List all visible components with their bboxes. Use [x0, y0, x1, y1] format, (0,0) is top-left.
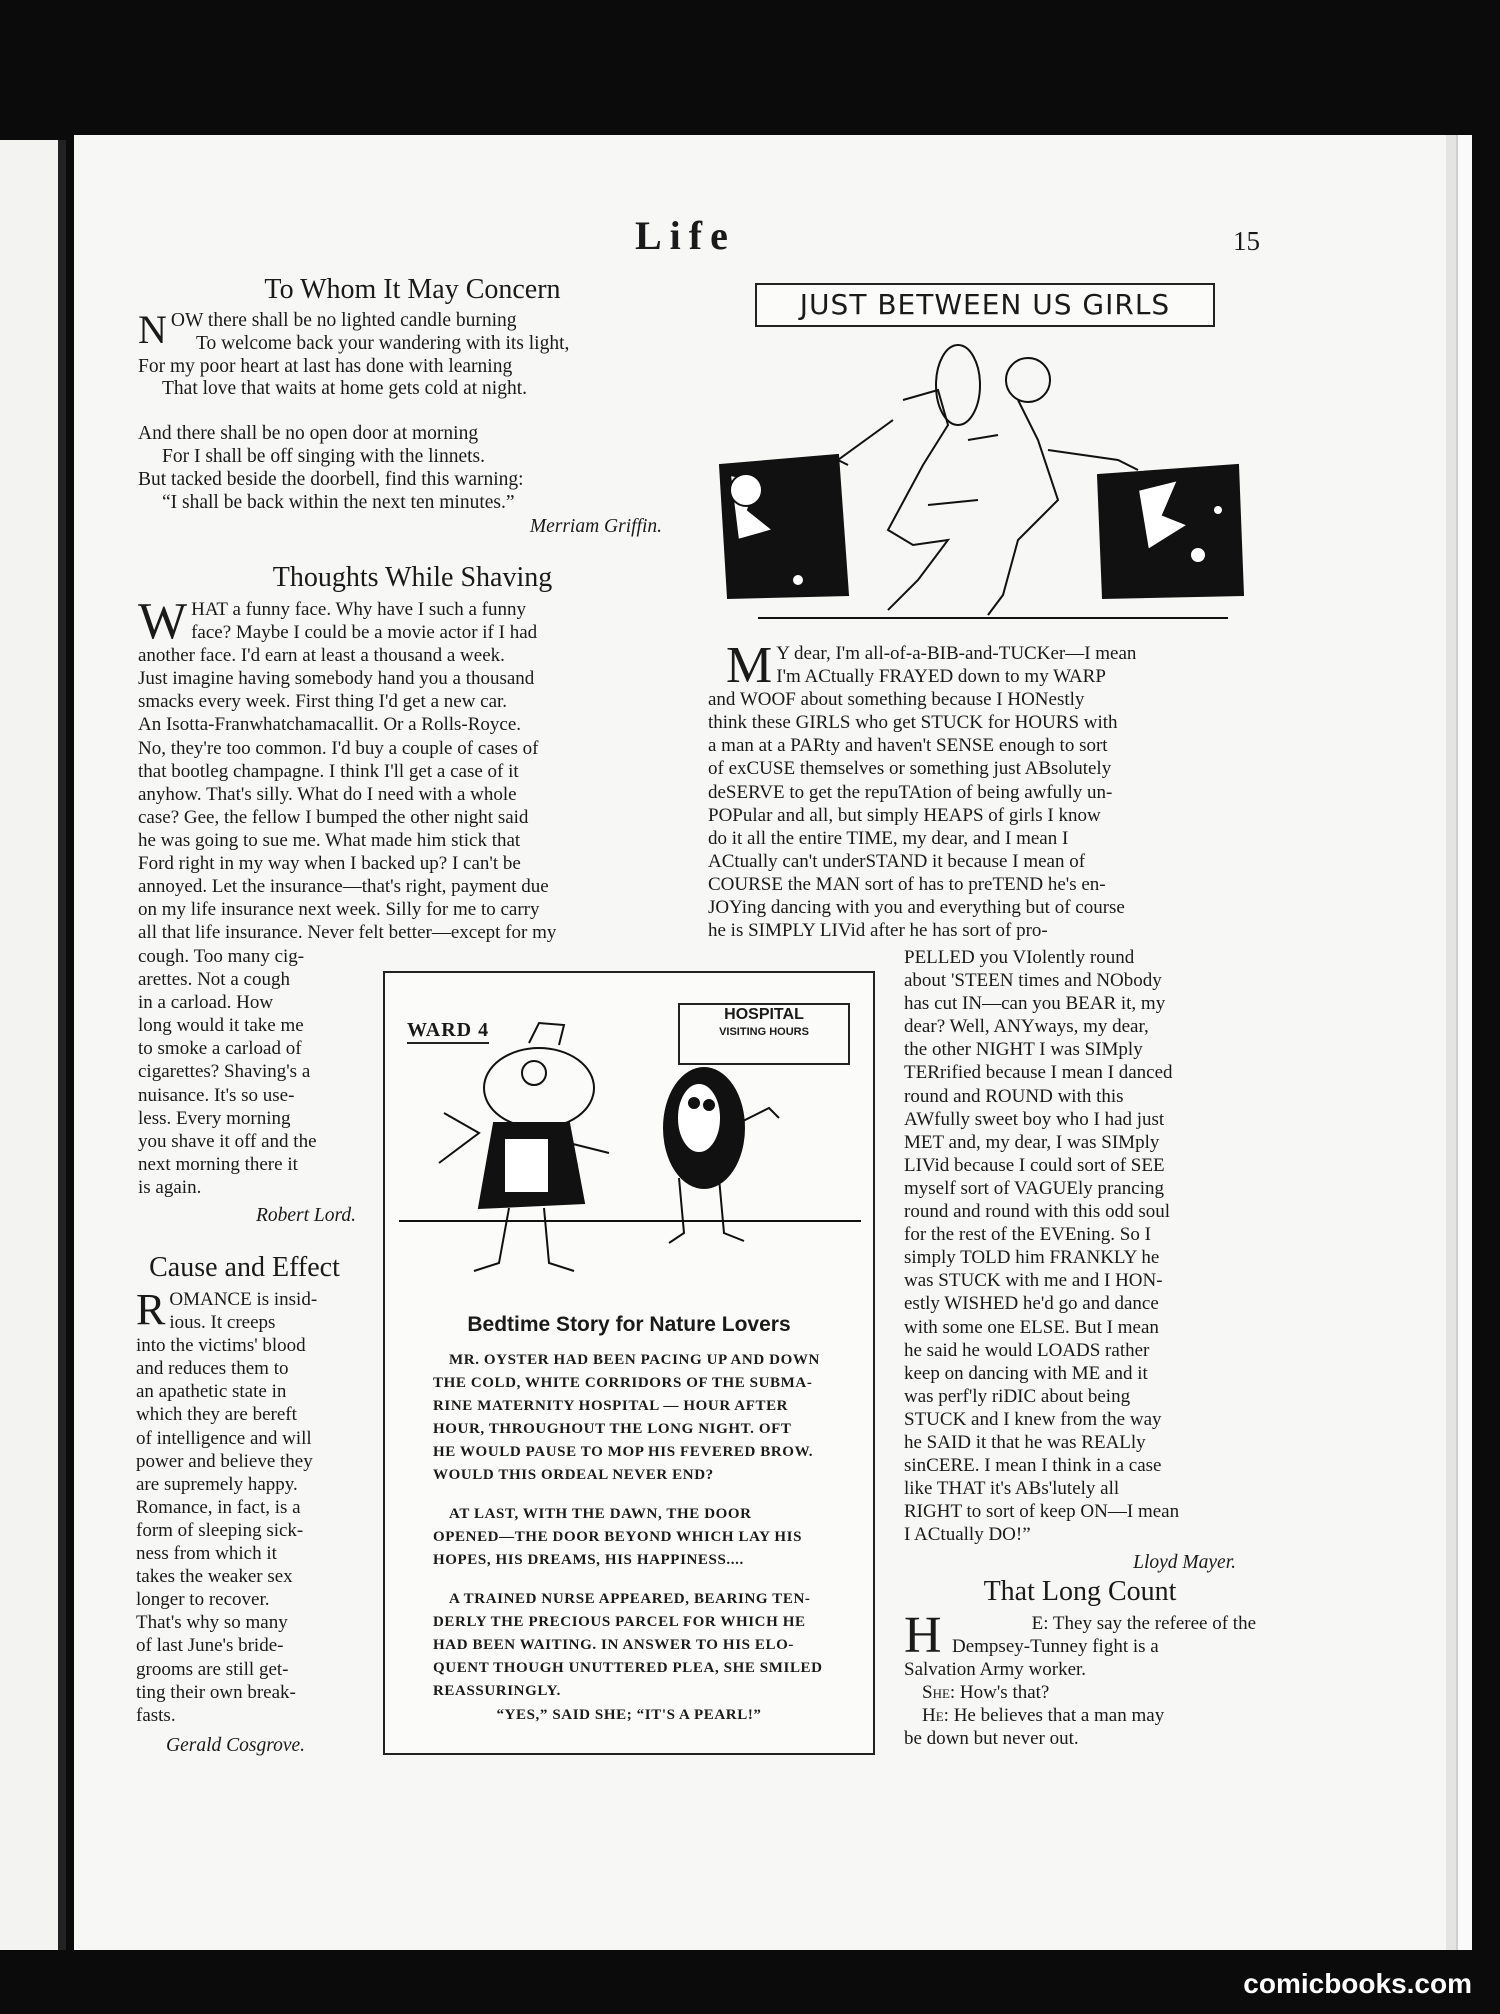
page-stack-edge [1446, 135, 1456, 1950]
text-line: MET and, my dear, I was SIMply [904, 1131, 1160, 1153]
girls-body-narrow [904, 946, 1256, 1574]
text-line: less. Every morning [138, 1107, 291, 1129]
text-line: form of sleeping sick- [136, 1519, 304, 1541]
text-line: keep on dancing with ME and it [904, 1362, 1148, 1384]
caption-line: REASSURINGLY. [433, 1683, 561, 1699]
text-line: estly WISHED he'd go and dance [904, 1293, 1159, 1315]
byline: Robert Lord. [255, 1205, 356, 1227]
text-line: Just imagine having somebody hand you a thousand [138, 668, 535, 690]
poem-line: That love that waits at home gets cold at night. [162, 378, 527, 400]
text-line: takes the weaker sex [136, 1566, 293, 1588]
text-line: annoyed. Let the insurance—that's right, payment due [138, 876, 549, 898]
poem-title: To Whom It May Concern [264, 274, 561, 305]
facing-page-edge [0, 140, 66, 1950]
ward-sign: WARD 4 [407, 1019, 489, 1044]
text-line: face? Maybe I could be a movie actor if I had [191, 622, 538, 644]
text-line: Y dear, I'm all-of-a-BIB-and-TUCKer—I mean [776, 643, 1137, 664]
caption-paragraph [433, 1349, 831, 1487]
text-line: An Isotta-Franwhatchamacallit. Or a Rolls-Royce. [138, 714, 522, 736]
caption-line: HAD BEEN WAITING. IN ANSWER TO HIS ELO- [433, 1637, 794, 1653]
text-line: Salvation Army worker. [904, 1659, 1087, 1681]
poem-line: For my poor heart at last has done with learning [138, 355, 513, 377]
text-line: Romance, in fact, is a [136, 1496, 301, 1518]
caption-line: HE WOULD PAUSE TO MOP HIS FEVERED BROW. [433, 1444, 814, 1460]
text-line: a man at a PARty and haven't SENSE enough to sort [708, 735, 1108, 757]
watermark: comicbooks.com [1243, 1968, 1472, 1999]
shaving-body [138, 593, 682, 944]
text-line: has cut IN—can you BEAR it, my [904, 993, 1166, 1015]
text-line: that bootleg champagne. I think I'll get a case of it [138, 760, 519, 782]
caption-paragraph [433, 1588, 831, 1703]
text-line: and WOOF about something because I HONestly [708, 689, 1085, 711]
text-line: he is SIMPLY LIVid after he has sort of pro- [708, 920, 1048, 942]
gutter [58, 140, 66, 1950]
girls-illustration [718, 340, 1258, 640]
text-line: E: They say the referee of the [1031, 1613, 1256, 1634]
dropcap: H [904, 1607, 942, 1664]
text-line: think these GIRLS who get STUCK for HOURS with [708, 712, 1118, 734]
text-line: power and believe they [136, 1450, 313, 1472]
bedtime-story-box [383, 971, 875, 1755]
article-title: That Long Count [983, 1576, 1177, 1607]
text-line: fasts. [136, 1704, 176, 1726]
hospital-sign-line2: VISITING HOURS [719, 1026, 809, 1038]
text-line: an apathetic state in [136, 1381, 287, 1403]
text-line: was STUCK with me and I HON- [904, 1270, 1163, 1292]
text-line: TERrified because I mean I danced [904, 1062, 1173, 1084]
text-line: myself sort of VAGUEly prancing [904, 1177, 1164, 1199]
text-line: he said he would LOADS rather [904, 1339, 1150, 1361]
text-line: simply TOLD him FRANKLY he [904, 1247, 1160, 1269]
caption-line: OPENED—THE DOOR BEYOND WHICH LAY HIS [433, 1529, 803, 1545]
caption-line: WOULD THIS ORDEAL NEVER END? [433, 1467, 714, 1483]
text-line: No, they're too common. I'd buy a couple of cases of [138, 737, 539, 759]
caption-line: HOPES, HIS DREAMS, HIS HAPPINESS.... [433, 1552, 744, 1568]
poem-line: And there shall be no open door at morning [138, 423, 479, 445]
text-line: long would it take me [138, 1015, 304, 1037]
count-body [904, 1607, 1256, 1751]
text-line: are supremely happy. [136, 1473, 298, 1495]
text-line: and reduces them to [136, 1358, 289, 1380]
text-line: OMANCE is insid- [169, 1289, 318, 1310]
text-line: cigarettes? Shaving's a [138, 1061, 311, 1083]
poem-body [138, 307, 678, 514]
text-line: longer to recover. [136, 1589, 270, 1611]
text-line: STUCK and I knew from the way [904, 1408, 1162, 1430]
text-line: round and ROUND with this [904, 1085, 1124, 1107]
poem-line: For I shall be off singing with the linnets. [162, 445, 485, 467]
text-line: LIVid because I could sort of SEE [904, 1154, 1165, 1176]
text-line: round and round with this odd soul [904, 1201, 1170, 1223]
text-line: HAT a funny face. Why have I such a funny [191, 599, 526, 620]
caption-line: RINE MATERNITY HOSPITAL — HOUR AFTER [433, 1398, 789, 1414]
text-line: like THAT it's ABs'lutely all [904, 1478, 1120, 1500]
text-line: was perf'ly riDIC about being [904, 1385, 1131, 1407]
text-line: cough. Too many cig- [138, 946, 305, 967]
text-line: of exCUSE themselves or something just ABsolutely [708, 758, 1112, 780]
text-line: ness from which it [136, 1543, 277, 1565]
text-line: case? Gee, the fellow I bumped the other night said [138, 806, 529, 828]
speaker-label: She [922, 1682, 950, 1704]
text-line: anyhow. That's silly. What do I need with a whole [138, 783, 517, 805]
page-stack-edge-outer [1456, 135, 1472, 1950]
byline: Gerald Cosgrove. [166, 1734, 306, 1756]
text-line: which they are bereft [136, 1404, 297, 1426]
text-line: for the rest of the EVEning. So I [904, 1224, 1151, 1246]
poem-line: But tacked beside the doorbell, find this warning: [138, 468, 524, 490]
text-line: you shave it off and the [138, 1130, 317, 1152]
cause-body [136, 1285, 354, 1757]
dropcap: M [726, 637, 773, 694]
byline: Merriam Griffin. [529, 516, 662, 537]
dropcap: N [138, 307, 167, 352]
text-line: next morning there it [138, 1153, 298, 1175]
text-line: another face. I'd earn at least a thousand a week. [138, 645, 505, 667]
text-line: he was going to sue me. What made him stick that [138, 829, 521, 851]
article-title: Cause and Effect [149, 1252, 340, 1283]
caption-line: QUENT THOUGH UNUTTERED PLEA, SHE SMILED [433, 1660, 823, 1676]
text-line: into the victims' blood [136, 1335, 306, 1357]
text-line: do it all the entire TIME, my dear, and I mean I [708, 827, 1069, 849]
text-line: Dempsey-Tunney fight is a [952, 1636, 1159, 1658]
text-line: I ACtually DO!” [904, 1524, 1031, 1546]
text-line: JOYing dancing with you and everything but of course [708, 897, 1125, 919]
text-line: POPular and all, but simply HEAPS of girls I know [708, 804, 1101, 826]
girls-body [708, 637, 1256, 942]
hospital-sign [678, 1003, 850, 1065]
article-title: Thoughts While Shaving [272, 562, 553, 593]
text-line: arettes. Not a cough [138, 969, 290, 991]
page-number: 15 [1233, 226, 1260, 256]
text-line: the other NIGHT I was SIMply [904, 1039, 1143, 1061]
text-line: in a carload. How [138, 992, 274, 1014]
text-line: nuisance. It's so use- [138, 1084, 295, 1106]
masthead: Life [635, 213, 736, 258]
caption-line: DERLY THE PRECIOUS PARCEL FOR WHICH HE [433, 1614, 806, 1630]
text-line: That's why so many [136, 1612, 288, 1634]
dropcap: W [138, 593, 188, 650]
text-line: AWfully sweet boy who I had just [904, 1108, 1165, 1130]
text-line: : How's that? [949, 1682, 1050, 1704]
dropcap: R [136, 1285, 166, 1334]
text-line: of last June's bride- [136, 1635, 284, 1657]
cartoon-closing: “YES,” SAID SHE; “IT'S A PEARL!” [496, 1707, 762, 1723]
text-line: smacks every week. First thing I'd get a new car. [138, 691, 508, 713]
poem-line: To welcome back your wandering with its light, [196, 332, 570, 354]
text-line: about 'STEEN times and NObody [904, 970, 1162, 992]
shaving-body-narrow [138, 945, 356, 1227]
text-line: ting their own break- [136, 1681, 296, 1703]
caption-line: HOUR, THROUGHOUT THE LONG NIGHT. OFT [433, 1421, 792, 1437]
text-line: I'm ACtually FRAYED down to my WARP [776, 666, 1106, 688]
text-line: with some one ELSE. But I mean [904, 1316, 1159, 1338]
text-line: Ford right in my way when I backed up? I can't be [138, 853, 521, 875]
text-line: sinCERE. I mean I think in a case [904, 1455, 1162, 1477]
text-line: of intelligence and will [136, 1427, 312, 1449]
text-line: dear? Well, ANYways, my dear, [904, 1016, 1149, 1038]
speaker-label: He [922, 1705, 944, 1727]
text-line: COURSE the MAN sort of has to preTEND he's en- [708, 873, 1106, 895]
text-line: : He believes that a man may [943, 1705, 1165, 1727]
text-line: on my life insurance next week. Silly for me to carry [138, 899, 540, 921]
text-line: RIGHT to sort of keep ON—I mean [904, 1501, 1180, 1523]
caption-line: AT LAST, WITH THE DAWN, THE DOOR [449, 1506, 752, 1522]
text-line: he SAID it that he was REALly [904, 1431, 1146, 1453]
text-line: to smoke a carload of [138, 1038, 302, 1060]
text-line: ious. It creeps [169, 1312, 276, 1334]
caption-line: THE COLD, WHITE CORRIDORS OF THE SUBMA- [433, 1375, 813, 1391]
text-line: ACtually can't underSTAND it because I mean of [708, 850, 1086, 872]
text-line: be down but never out. [904, 1728, 1079, 1750]
text-line: deSERVE to get the repuTAtion of being awfully un- [708, 781, 1113, 803]
poem-line: “I shall be back within the next ten minutes.” [162, 491, 515, 513]
cartoon-caption [433, 1349, 831, 1719]
text-line: is again. [138, 1176, 202, 1198]
column-banner: JUST BETWEEN US GIRLS [755, 283, 1215, 327]
text-line: grooms are still get- [136, 1658, 289, 1680]
caption-line: A TRAINED NURSE APPEARED, BEARING TEN- [449, 1591, 811, 1607]
text-line: PELLED you VIolently round [904, 947, 1135, 968]
hospital-sign-line1: HOSPITAL [724, 1006, 804, 1023]
cartoon-title: Bedtime Story for Nature Lovers [467, 1313, 791, 1336]
text-line: all that life insurance. Never felt better—except for my [138, 922, 557, 944]
poem-line: OW there shall be no lighted candle burning [170, 310, 517, 331]
caption-paragraph [433, 1503, 831, 1572]
caption-line: MR. OYSTER HAD BEEN PACING UP AND DOWN [449, 1352, 820, 1368]
byline: Lloyd Mayer. [1133, 1552, 1236, 1574]
